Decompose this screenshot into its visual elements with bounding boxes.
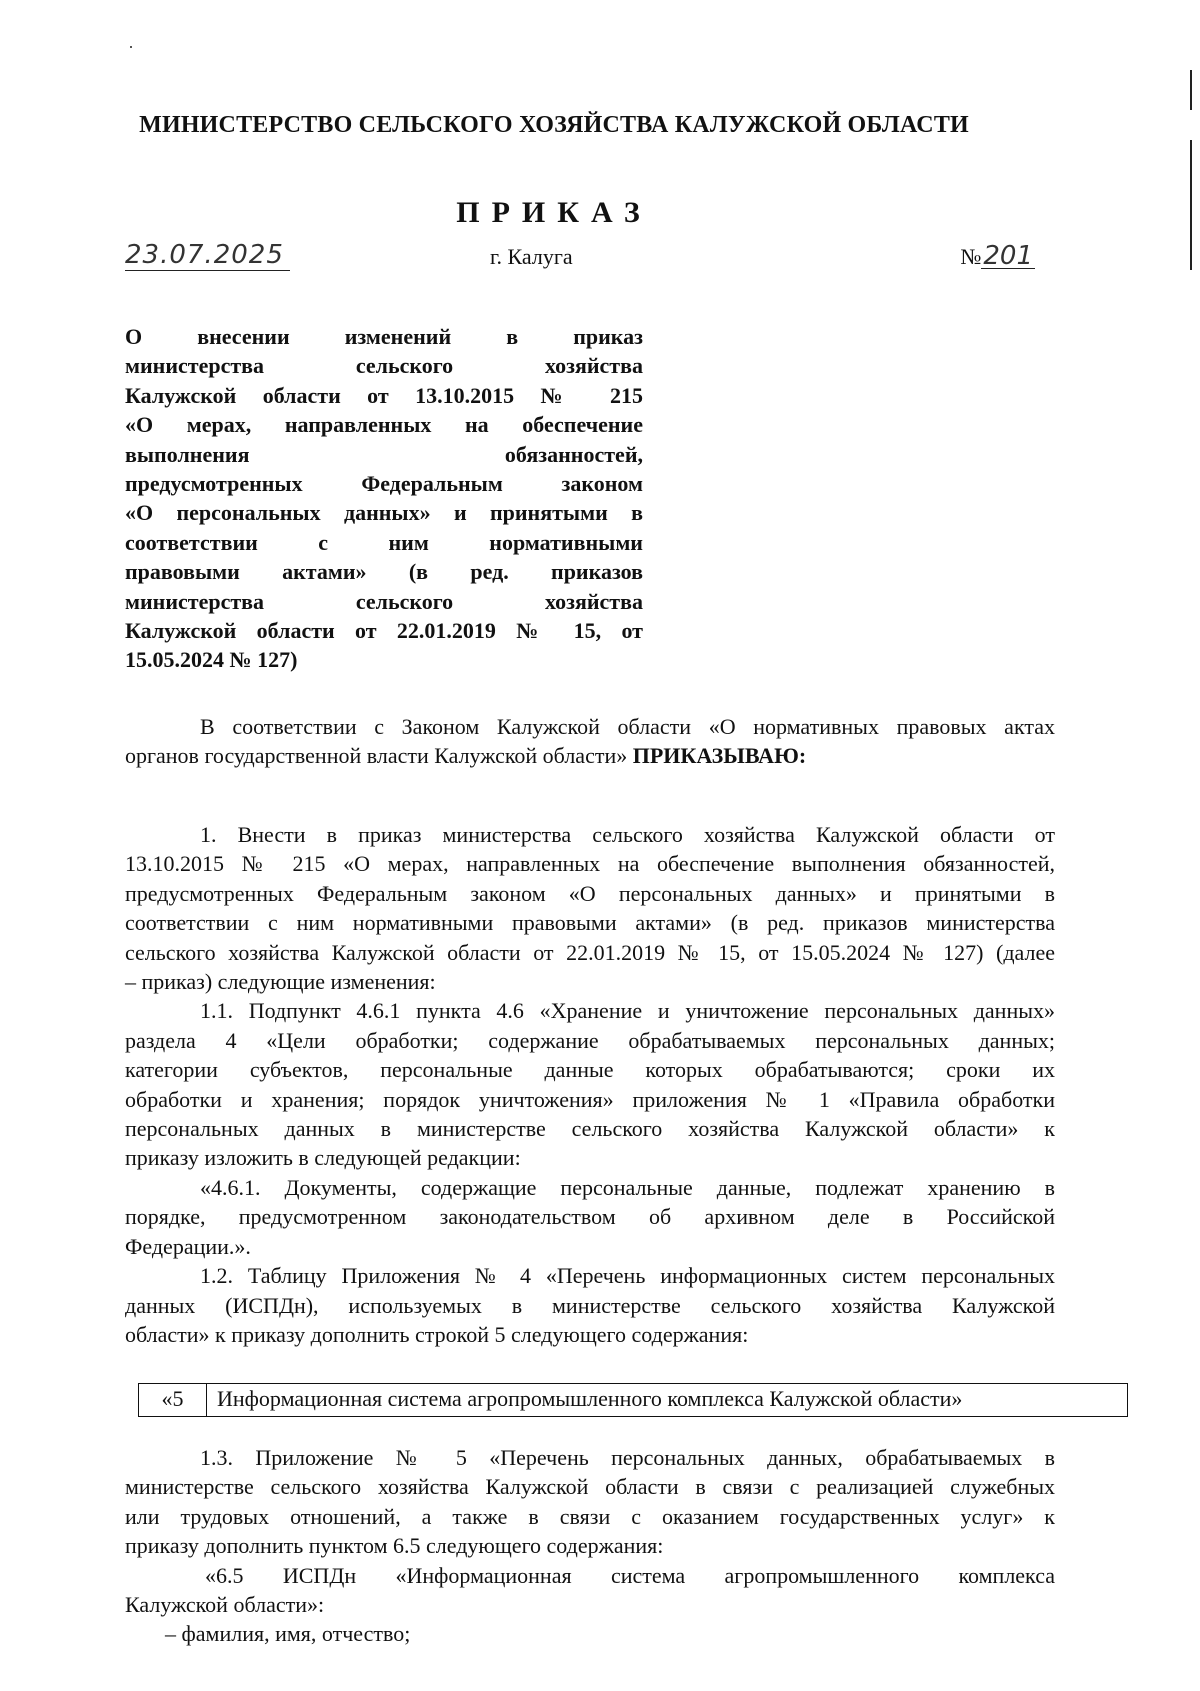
text-line: Калужской области»:: [125, 1592, 325, 1618]
text-line: приказу дополнить пунктом 6.5 следующего содержания:: [125, 1533, 664, 1559]
scan-edge-mark: [1190, 140, 1192, 270]
preamble: [125, 712, 1055, 771]
text-line: или трудовых отношений, а также в связи с оказанием государственных услуг» к: [125, 1503, 1055, 1529]
ispdn-table-row: [138, 1383, 1128, 1417]
text-line: приказу изложить в следующей редакции:: [125, 1145, 521, 1171]
subject-line: О внесении изменений в приказ: [125, 324, 643, 349]
text-line: 1. Внести в приказ министерства сельского хозяйства Калужской области от: [200, 822, 1055, 847]
text-line: обработки и хранения; порядок уничтожения» приложения № 1 «Правила обработки: [125, 1086, 1055, 1112]
subject-line: 15.05.2024 № 127): [125, 647, 298, 673]
text-line: категории субъектов, персональные данные которых обрабатываются; сроки их: [125, 1057, 1055, 1083]
subject-line: правовыми актами» (в ред. приказов: [125, 559, 643, 585]
subject-line: Калужской области от 22.01.2019 № 15, от: [125, 618, 643, 644]
date-number-row: [125, 240, 1055, 284]
ministry-name: МИНИСТЕРСТВО СЕЛЬСКОГО ХОЗЯЙСТВА КАЛУЖСКОЙ ОБЛАСТИ: [139, 112, 969, 138]
text-line: данных (ИСПДн), используемых в министерстве сельского хозяйства Калужской: [125, 1292, 1055, 1318]
number-sign: №: [960, 244, 982, 269]
text-line: «6.5 ИСПДн «Информационная система агропромышленного комплекса: [205, 1562, 1055, 1588]
city: г. Калуга: [490, 244, 573, 269]
subject-line: «О персональных данных» и принятыми в: [125, 500, 643, 526]
subject-line: министерства сельского хозяйства: [125, 588, 643, 614]
preamble-line: В соответствии с Законом Калужской области «О нормативных правовых актах: [200, 714, 1055, 739]
scan-edge-mark: [1190, 70, 1192, 110]
text-line: области» к приказу дополнить строкой 5 следующего содержания:: [125, 1321, 749, 1347]
text-line: министерстве сельского хозяйства Калужской области в связи с реализацией служебных: [125, 1474, 1055, 1500]
item-1: [125, 820, 1055, 1349]
item-1-3: [125, 1443, 1055, 1649]
text-line: – фамилия, имя, отчество;: [165, 1621, 411, 1647]
subject-line: выполнения обязанностей,: [125, 441, 643, 467]
text-line: раздела 4 «Цели обработки; содержание обрабатываемых персональных данных;: [125, 1027, 1055, 1053]
text-line: 1.3. Приложение № 5 «Перечень персональных данных, обрабатываемых в: [200, 1445, 1055, 1470]
subject-line: предусмотренных Федеральным законом: [125, 471, 643, 497]
preamble-text: органов государственной власти Калужской области»: [125, 743, 628, 769]
text-line: порядке, предусмотренном законодательством об архивном деле в Российской: [125, 1204, 1055, 1230]
subject-line: «О мерах, направленных на обеспечение: [125, 412, 643, 438]
text-line: предусмотренных Федеральным законом «О персональных данных» и принятыми в: [125, 880, 1055, 906]
subject-line: Калужской области от 13.10.2015 № 215: [125, 382, 643, 408]
preamble-line: [125, 741, 1055, 770]
subject-line: министерства сельского хозяйства: [125, 353, 643, 379]
handwritten-date: 23.07.2025: [125, 240, 290, 271]
document-number: [960, 241, 1035, 271]
text-line: сельского хозяйства Калужской области от 22.01.2019 № 15, от 15.05.2024 № 127) (далее: [125, 939, 1055, 965]
subject-line: соответствии с ним нормативными: [125, 529, 643, 555]
text-line: соответствии с ним нормативными правовыми актами» (в ред. приказов министерства: [125, 910, 1055, 936]
handwritten-number: 201: [983, 241, 1033, 271]
order-subject: [125, 322, 643, 675]
text-line: – приказ) следующие изменения:: [125, 969, 436, 995]
document-type: ПРИКАЗ: [456, 196, 652, 229]
text-line: 13.10.2015 № 215 «О мерах, направленных на обеспечение выполнения обязанностей,: [125, 851, 1055, 877]
text-line: «4.6.1. Документы, содержащие персональные данные, подлежат хранению в: [200, 1174, 1055, 1200]
text-line: 1.2. Таблицу Приложения № 4 «Перечень информационных систем персональных: [200, 1263, 1055, 1289]
text-line: 1.1. Подпункт 4.6.1 пункта 4.6 «Хранение и уничтожение персональных данных»: [200, 998, 1055, 1024]
table-cell-name: Информационная система агропромышленного комплекса Калужской области»: [217, 1386, 963, 1411]
text-line: персональных данных в министерстве сельского хозяйства Калужской области» к: [125, 1116, 1055, 1142]
text-line: Федерации.».: [125, 1233, 251, 1259]
command-word: ПРИКАЗЫВАЮ:: [632, 743, 807, 769]
scan-speck: [130, 46, 132, 48]
table-cell-number: «5: [139, 1384, 207, 1416]
